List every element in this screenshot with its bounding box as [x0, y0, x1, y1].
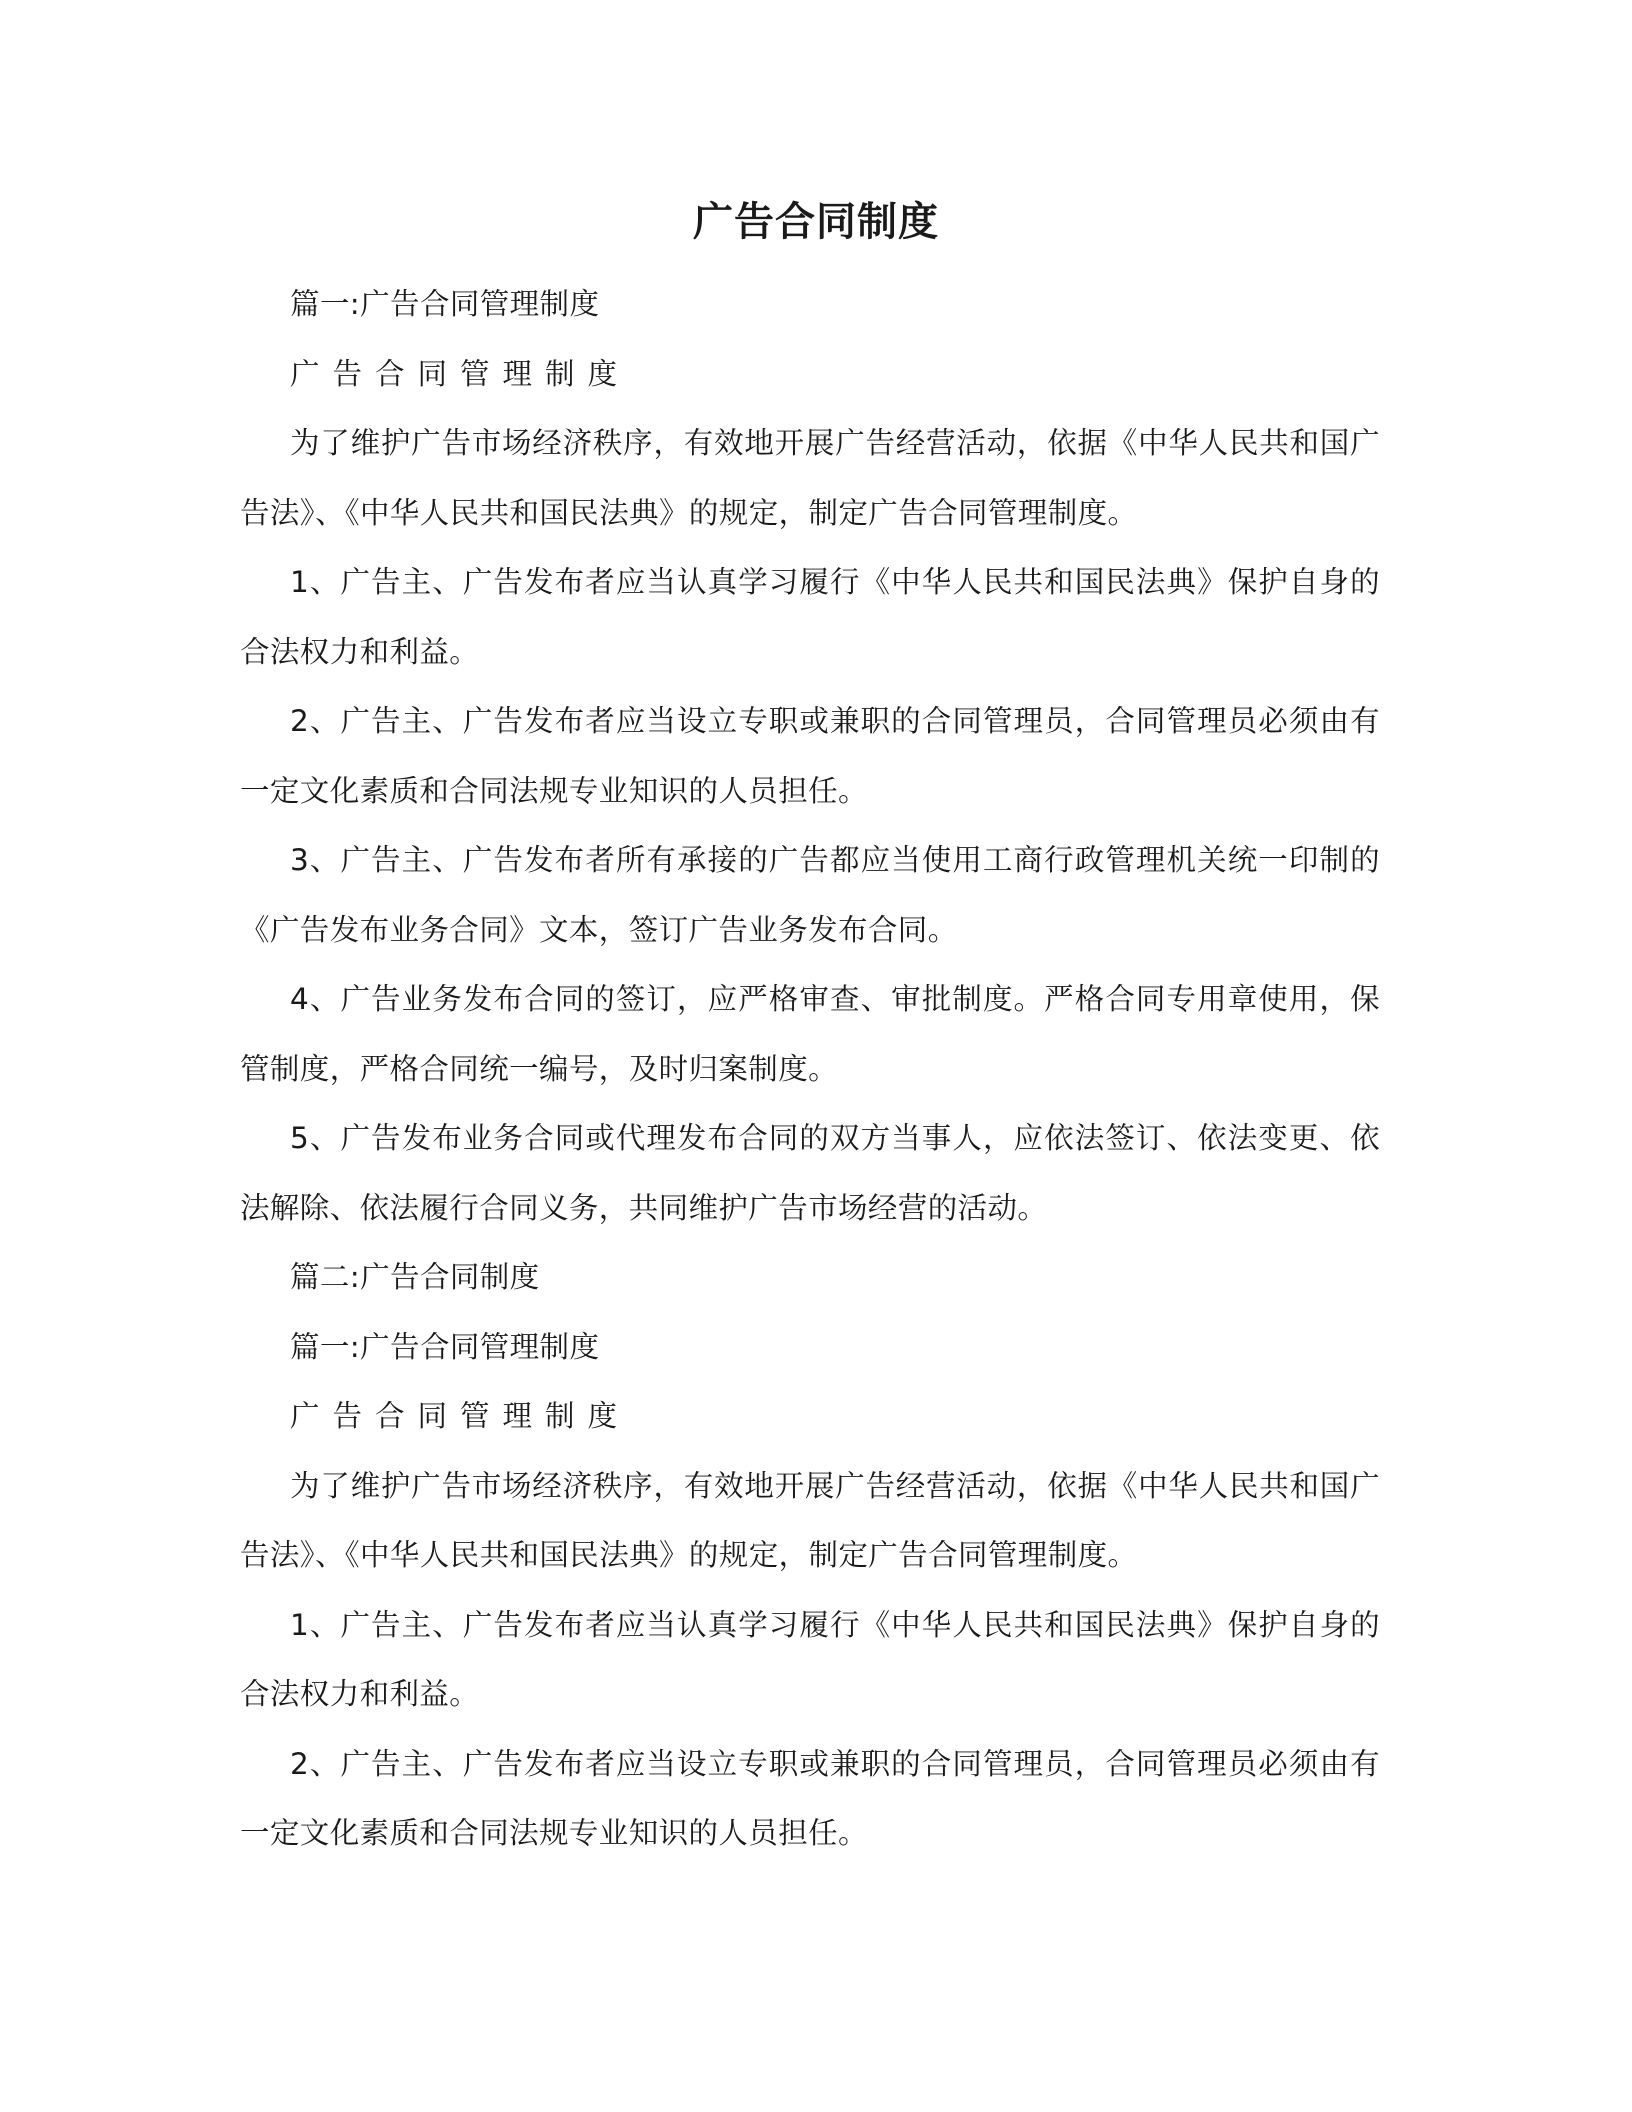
document-body — [240, 270, 1380, 1869]
paragraph: 1、广告主、广告发布者应当认真学习履行《中华人民共和国民法典》保护自身的合法权力和利益。 — [240, 565, 1380, 669]
subsection-heading: 广告合同管理制度 — [290, 356, 631, 391]
section-heading: 篇二:广告合同制度 — [290, 1260, 540, 1294]
document-title: 广告合同制度 — [693, 199, 939, 245]
section-heading: 篇一:广告合同管理制度 — [290, 1329, 600, 1364]
paragraph: 为了维护广告市场经济秩序，有效地开展广告经营活动，依据《中华人民共和国广告法》、《中华人民共和国民法典》的规定，制定广告合同管理制度。 — [240, 1468, 1380, 1572]
section-heading: 篇一:广告合同管理制度 — [290, 287, 600, 321]
paragraph: 4、广告业务发布合同的签订，应严格审查、审批制度。严格合同专用章使用，保管制度，严格合同统一编号，及时归案制度。 — [240, 982, 1380, 1086]
paragraph: 为了维护广告市场经济秩序，有效地开展广告经营活动，依据《中华人民共和国广告法》、《中华人民共和国民法典》的规定，制定广告合同管理制度。 — [240, 426, 1380, 530]
paragraph: 1、广告主、广告发布者应当认真学习履行《中华人民共和国民法典》保护自身的合法权力和利益。 — [240, 1607, 1380, 1711]
subsection-heading: 广告合同管理制度 — [290, 1399, 631, 1433]
paragraph: 2、广告主、广告发布者应当设立专职或兼职的合同管理员，合同管理员必须由有一定文化素质和合同法规专业知识的人员担任。 — [240, 1746, 1380, 1850]
paragraph: 3、广告主、广告发布者所有承接的广告都应当使用工商行政管理机关统一印制的《广告发布业务合同》文本，签订广告业务发布合同。 — [240, 843, 1380, 947]
paragraph: 5、广告发布业务合同或代理发布合同的双方当事人，应依法签订、依法变更、依法解除、依法履行合同义务，共同维护广告市场经营的活动。 — [240, 1121, 1380, 1225]
paragraph: 2、广告主、广告发布者应当设立专职或兼职的合同管理员，合同管理员必须由有一定文化素质和合同法规专业知识的人员担任。 — [240, 704, 1380, 808]
